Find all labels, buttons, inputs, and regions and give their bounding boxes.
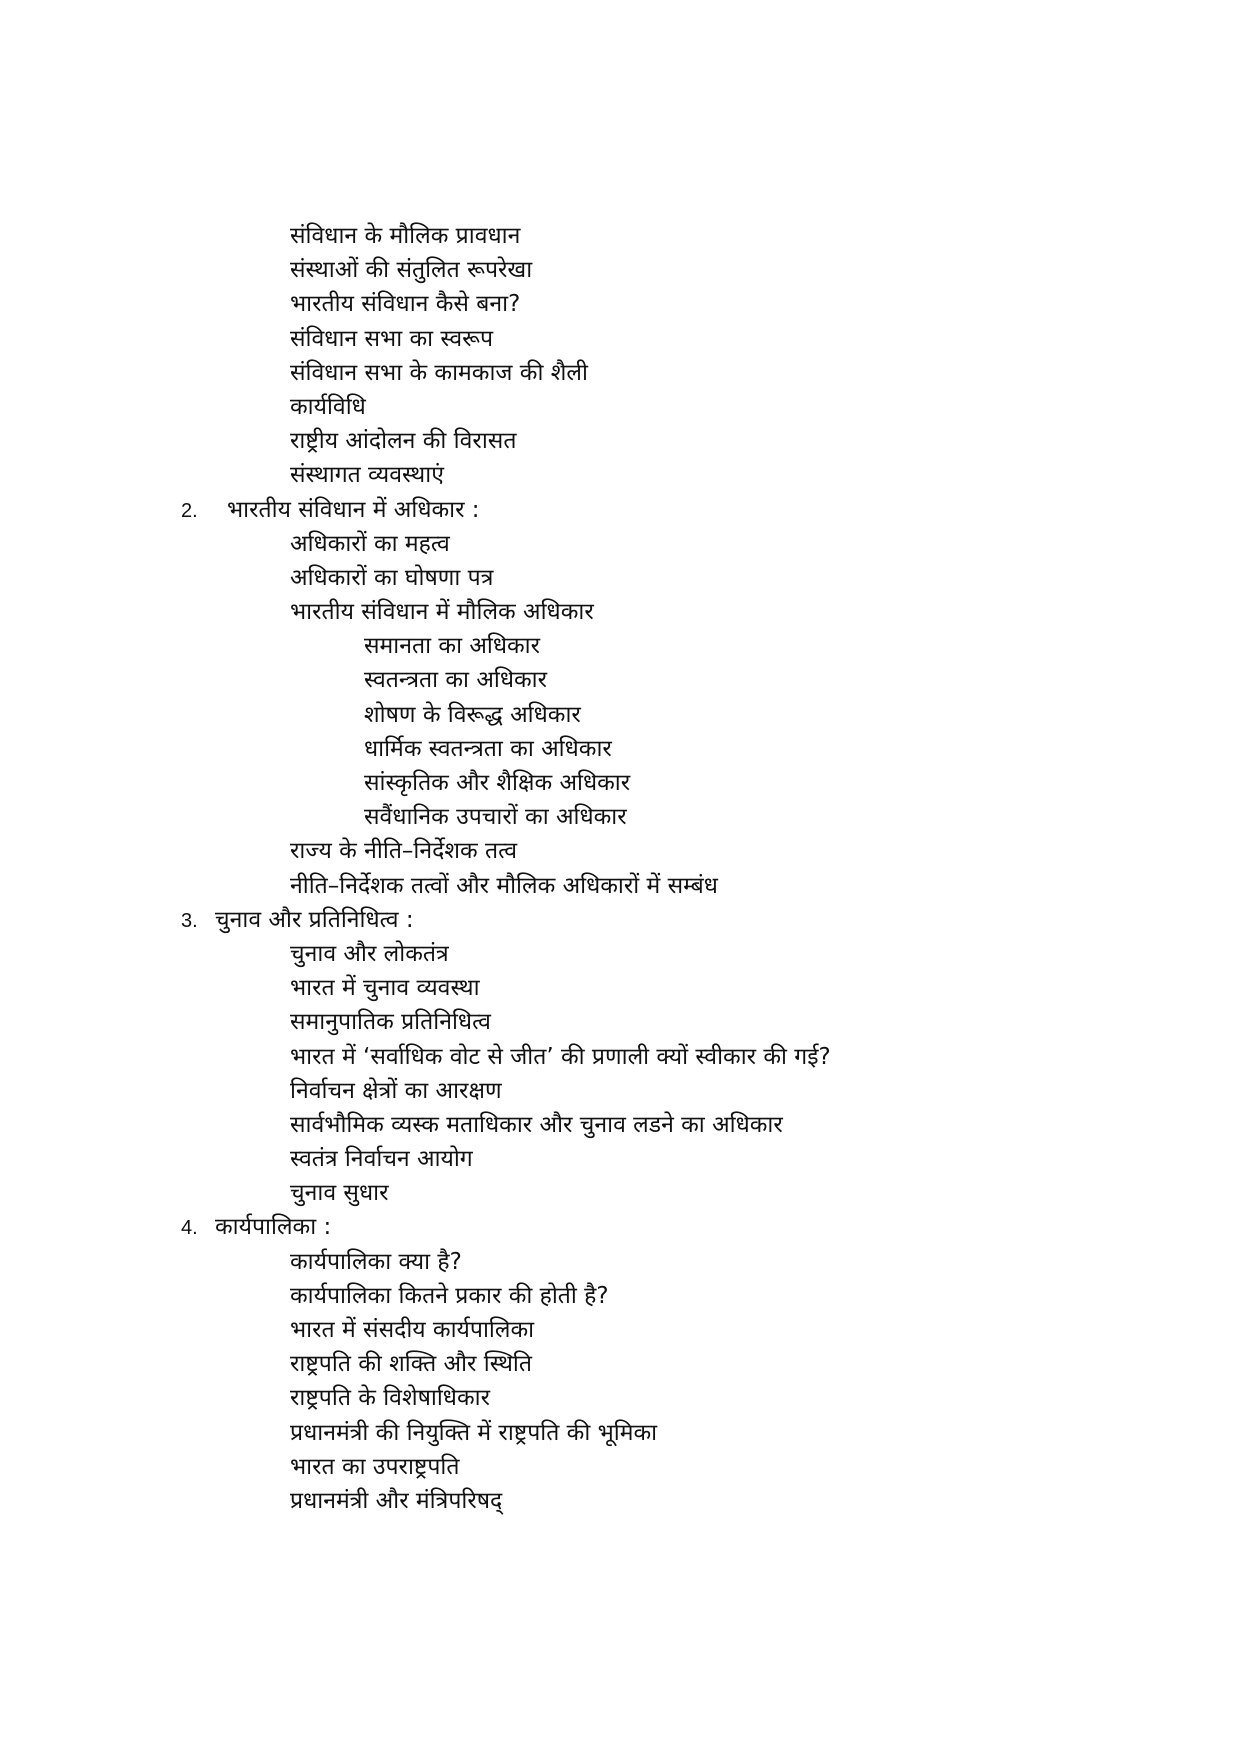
outline-subitem: स्वतन्त्रता का अधिकार bbox=[364, 667, 548, 694]
outline-item: अधिकारों का घोषणा पत्र bbox=[290, 564, 494, 591]
outline-item: कार्यपालिका क्या है? bbox=[290, 1248, 462, 1275]
outline-item: राष्ट्रीय आंदोलन की विरासत bbox=[290, 428, 517, 455]
outline-item: भारतीय संविधान में मौलिक अधिकार bbox=[290, 599, 594, 626]
outline-item: भारतीय संविधान कैसे बना? bbox=[290, 291, 521, 318]
outline-item: राष्ट्रपति की शक्ति और स्थिति bbox=[290, 1351, 532, 1378]
outline-item: कार्यविधि bbox=[290, 393, 366, 420]
outline-subitem: सांस्कृतिक और शैक्षिक अधिकार bbox=[364, 770, 631, 796]
section-heading-3 bbox=[0, 903, 1241, 937]
outline-item: संविधान सभा के कामकाज की शैली bbox=[290, 359, 588, 386]
outline-item: संविधान के मौलिक प्रावधान bbox=[290, 223, 521, 249]
section-heading-4 bbox=[0, 1210, 1241, 1244]
outline-item: संविधान सभा का स्वरूप bbox=[290, 325, 494, 352]
outline-item: प्रधानमंत्री की नियुक्ति में राष्ट्रपति की भूमिका bbox=[290, 1419, 658, 1446]
outline-item: भारत का उपराष्ट्रपति bbox=[290, 1453, 460, 1480]
outline-item: चुनाव सुधार bbox=[290, 1180, 389, 1207]
section-title: कार्यपालिका : bbox=[215, 1214, 332, 1241]
section-title: भारतीय संविधान में अधिकार : bbox=[227, 496, 480, 523]
outline-item: राज्य के नीति–निर्देशक तत्व bbox=[290, 838, 517, 865]
outline-item: संस्थागत व्यवस्थाएं bbox=[290, 462, 444, 489]
section-number: 3. bbox=[181, 909, 198, 932]
outline-item: भारत में चुनाव व्यवस्था bbox=[290, 975, 480, 1002]
outline-item: स्वतंत्र निर्वाचन आयोग bbox=[290, 1146, 473, 1173]
outline-item: नीति–निर्देशक तत्वों और मौलिक अधिकारों में सम्बंध bbox=[290, 872, 718, 899]
section-number: 2. bbox=[181, 499, 198, 522]
outline-item: संस्थाओं की संतुलित रूपरेखा bbox=[290, 257, 533, 284]
outline-item: भारत में संसदीय कार्यपालिका bbox=[290, 1317, 535, 1343]
outline-subitem: समानता का अधिकार bbox=[364, 633, 541, 660]
outline-subitem: शोषण के विरूद्ध अधिकार bbox=[364, 701, 581, 728]
outline-item: प्रधानमंत्री और मंत्रिपरिषद् bbox=[290, 1487, 503, 1514]
outline-subitem: धार्मिक स्वतन्त्रता का अधिकार bbox=[364, 735, 612, 762]
outline-item: समानुपातिक प्रतिनिधित्व bbox=[290, 1009, 491, 1036]
section-heading-2 bbox=[0, 493, 1241, 527]
outline-subitem: सवैंधानिक उपचारों का अधिकार bbox=[364, 804, 627, 831]
outline-item: भारत में ‘सर्वाधिक वोट से जीत’ की प्रणाली क्यों स्वीकार की गई? bbox=[290, 1043, 831, 1070]
outline-item: अधिकारों का महत्व bbox=[290, 530, 450, 557]
outline-item: सार्वभौमिक व्यस्क मताधिकार और चुनाव लडने का अधिकार bbox=[290, 1111, 783, 1138]
outline-item: निर्वाचन क्षेत्रों का आरक्षण bbox=[290, 1077, 502, 1104]
outline-item: कार्यपालिका कितने प्रकार की होती है? bbox=[290, 1282, 609, 1309]
section-title: चुनाव और प्रतिनिधित्व : bbox=[215, 906, 414, 933]
outline-item: चुनाव और लोकतंत्र bbox=[290, 940, 449, 967]
section-number: 4. bbox=[181, 1217, 198, 1240]
syllabus-outline bbox=[0, 219, 1241, 1518]
outline-item: राष्ट्रपति के विशेषाधिकार bbox=[290, 1385, 490, 1412]
